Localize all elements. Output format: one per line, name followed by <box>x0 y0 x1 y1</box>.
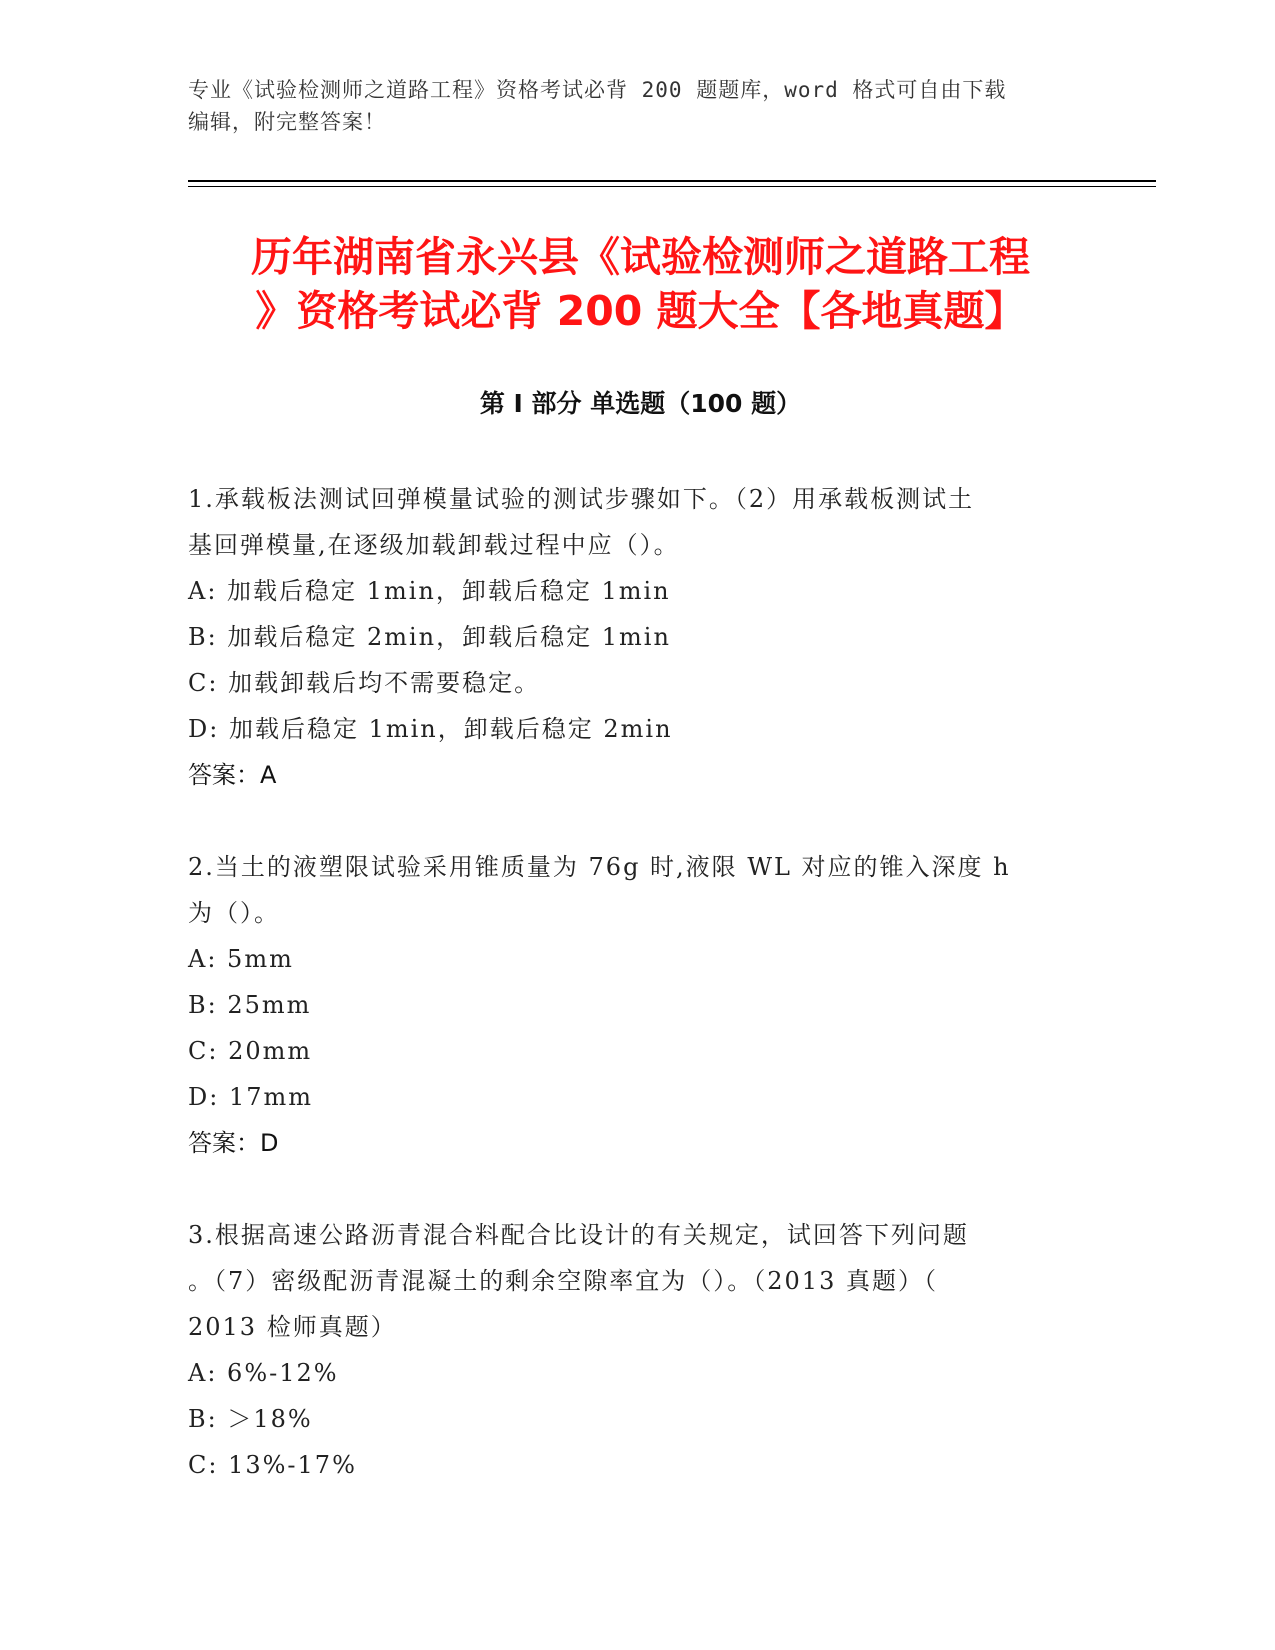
question-stem-line: 3.根据高速公路沥青混合料配合比设计的有关规定，试回答下列问题 <box>188 1221 969 1249</box>
option-d: D: 加载后稳定 1min，卸载后稳定 2min <box>188 715 673 743</box>
answer-label: 答案：D <box>188 1129 279 1157</box>
option-a: A: 5mm <box>188 945 294 973</box>
document-title-line-1: 历年湖南省永兴县《试验检测师之道路工程 <box>251 233 1030 281</box>
question-stem-line: 1.承载板法测试回弹模量试验的测试步骤如下。（2）用承载板测试土 <box>188 485 975 513</box>
option-b: B: 加载后稳定 2min，卸载后稳定 1min <box>188 623 671 651</box>
header-divider-thin <box>188 186 1156 187</box>
question-stem-line: 。（7）密级配沥青混凝土的剩余空隙率宜为（）。（2013 真题）（ <box>188 1267 938 1295</box>
question-stem-line: 基回弹模量,在逐级加载卸载过程中应（）。 <box>188 531 680 559</box>
section-heading: 第 I 部分 单选题（100 题） <box>479 389 802 418</box>
question-stem-line: 2013 检师真题） <box>188 1313 397 1341</box>
document-title <box>188 230 1093 338</box>
question-stem-line: 2.当土的液塑限试验采用锥质量为 76g 时,液限 WL 对应的锥入深度 h <box>188 853 1011 881</box>
question-3 <box>188 1212 1088 1488</box>
header-note <box>188 74 1068 138</box>
answer-label: 答案：A <box>188 761 277 789</box>
question-list <box>188 476 1088 1488</box>
header-divider-thick <box>188 180 1156 182</box>
question-2 <box>188 844 1088 1212</box>
document-title-line-2: 》资格考试必背 200 题大全【各地真题】 <box>255 287 1026 335</box>
question-spacer <box>188 798 1088 844</box>
option-b: B: ＞18% <box>188 1405 313 1433</box>
question-stem-line: 为（）。 <box>188 899 280 927</box>
question-1 <box>188 476 1088 844</box>
option-a: A: 6%-12% <box>188 1359 339 1387</box>
option-c: C: 13%-17% <box>188 1451 357 1479</box>
option-c: C: 加载卸载后均不需要稳定。 <box>188 669 541 697</box>
option-d: D: 17mm <box>188 1083 314 1111</box>
option-b: B: 25mm <box>188 991 312 1019</box>
option-c: C: 20mm <box>188 1037 313 1065</box>
header-note-line-1: 专业《试验检测师之道路工程》资格考试必背 200 题题库，word 格式可自由下载 <box>188 78 1007 102</box>
question-spacer <box>188 1166 1088 1212</box>
header-note-line-2: 编辑，附完整答案！ <box>188 110 386 134</box>
option-a: A: 加载后稳定 1min，卸载后稳定 1min <box>188 577 671 605</box>
